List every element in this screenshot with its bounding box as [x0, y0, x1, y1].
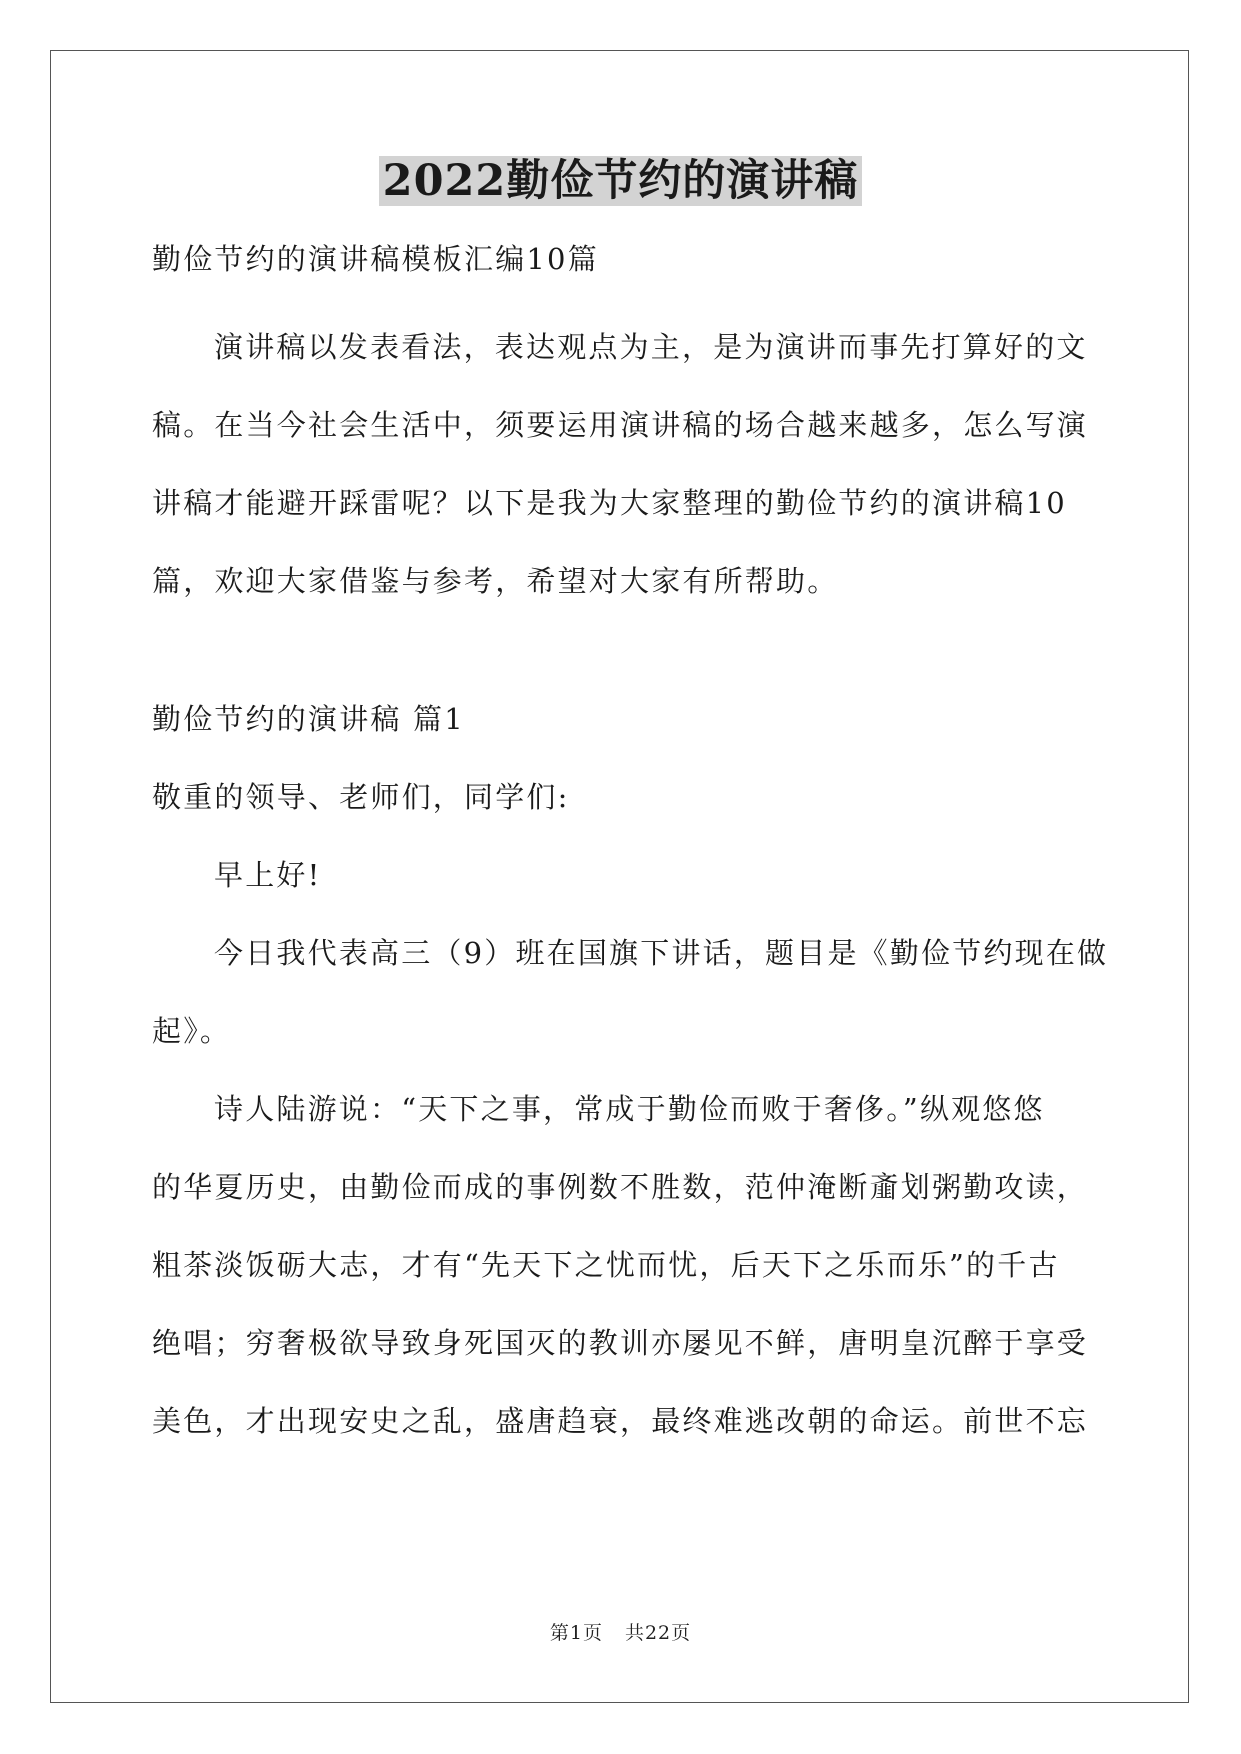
intro-line: 讲稿才能避开踩雷呢？以下是我为大家整理的勤俭节约的演讲稿10: [152, 486, 1067, 520]
paragraph-line: 的华夏历史，由勤俭而成的事例数不胜数，范仲淹断齑划粥勤攻读，: [152, 1170, 1089, 1204]
paragraph-line: 起》。: [152, 1014, 232, 1048]
paragraph-line: 诗人陆游说：“天下之事，常成于勤俭而败于奢侈。”纵观悠悠: [214, 1092, 1045, 1126]
subtitle: 勤俭节约的演讲稿模板汇编10篇: [152, 242, 599, 276]
section-heading: 勤俭节约的演讲稿 篇1: [152, 702, 465, 736]
document-body: [152, 228, 1109, 1468]
paragraph-line: 美色，才出现安史之乱，盛唐趋衰，最终难逃改朝的命运。前世不忘: [152, 1404, 1089, 1438]
page-footer: [0, 1618, 1241, 1645]
page-number-current: 第1页: [549, 1622, 603, 1644]
paragraph-line: 今日我代表高三（9）班在国旗下讲话，题目是《勤俭节约现在做: [214, 936, 1109, 970]
document-title: [0, 150, 1241, 212]
paragraph-line: 绝唱；穷奢极欲导致身死国灭的教训亦屡见不鲜，唐明皇沉醉于享受: [152, 1326, 1089, 1360]
morning-greeting: 早上好!: [214, 858, 322, 892]
greeting: 敬重的领导、老师们，同学们:: [152, 780, 570, 814]
paragraph-line: 粗茶淡饭砺大志，才有“先天下之忧而忧，后天下之乐而乐”的千古: [152, 1248, 1060, 1282]
intro-line: 稿。在当今社会生活中，须要运用演讲稿的场合越来越多，怎么写演: [152, 408, 1089, 442]
intro-line: 演讲稿以发表看法，表达观点为主，是为演讲而事先打算好的文: [214, 330, 1088, 364]
document-title-text: 2022勤俭节约的演讲稿: [379, 156, 863, 206]
page-number-total: 共22页: [624, 1622, 692, 1644]
intro-line: 篇，欢迎大家借鉴与参考，希望对大家有所帮助。: [152, 564, 839, 598]
